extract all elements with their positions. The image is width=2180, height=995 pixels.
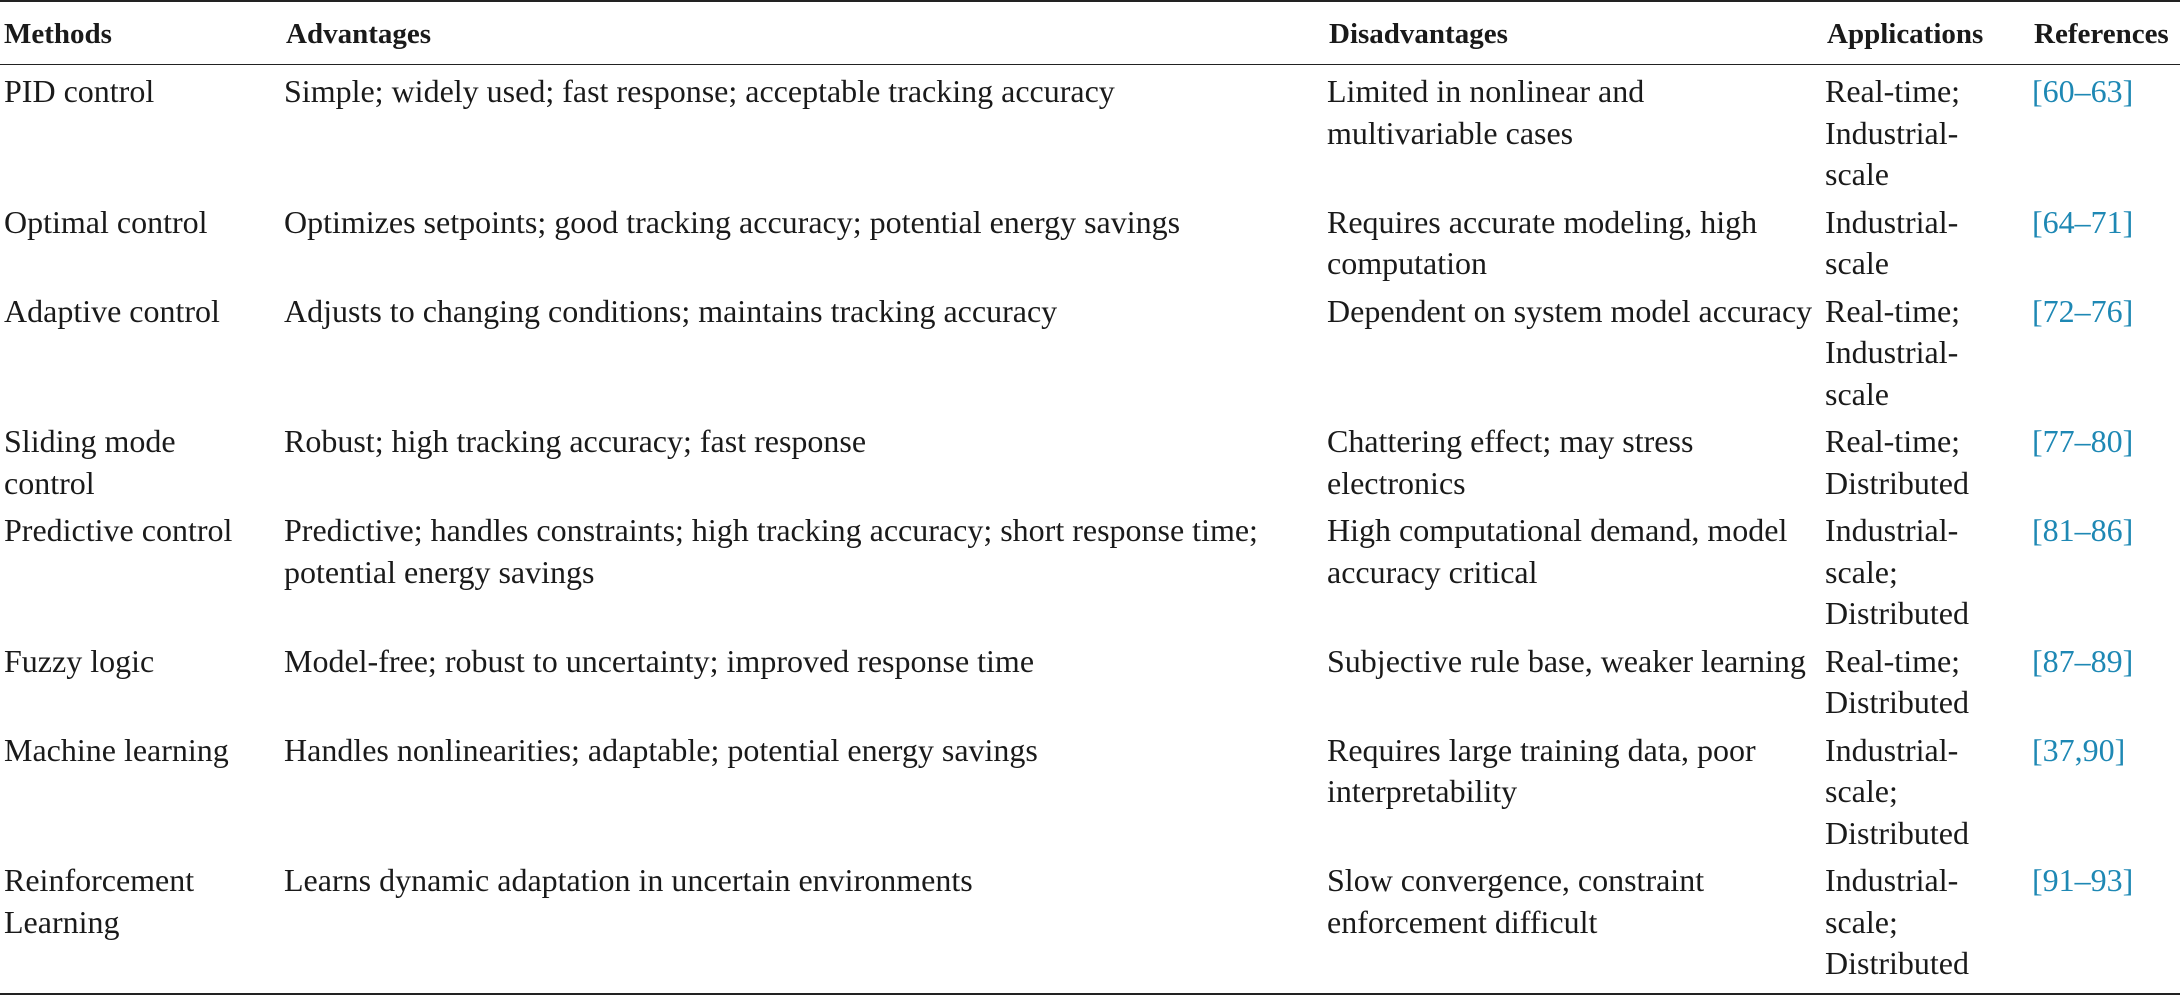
method-cell: Reinforcement Learning bbox=[4, 862, 195, 940]
reference-link[interactable]: [91–93] bbox=[2032, 862, 2134, 898]
table-row bbox=[0, 635, 2180, 724]
reference-link[interactable]: [64–71] bbox=[2032, 203, 2134, 240]
advantages-cell: Handles nonlinearities; adaptable; potential energy savings bbox=[284, 731, 1038, 768]
applications-cell: Real-time; Industrial-scale bbox=[1825, 292, 1961, 412]
applications-cell: Industrial-scale; Distributed bbox=[1825, 731, 1969, 851]
advantages-cell: Robust; high tracking accuracy; fast response bbox=[284, 423, 867, 459]
column-header-advantages: Advantages bbox=[286, 17, 432, 50]
method-cell: Optimal control bbox=[4, 203, 208, 240]
table-row bbox=[0, 65, 2180, 196]
table-row bbox=[0, 854, 2180, 994]
applications-cell: Real-time; Distributed bbox=[1825, 642, 1969, 720]
references-cell bbox=[2028, 635, 2180, 724]
references-cell bbox=[2028, 196, 2180, 285]
reference-link[interactable]: [87–89] bbox=[2032, 642, 2134, 679]
table-row bbox=[0, 196, 2180, 285]
table-row bbox=[0, 285, 2180, 416]
advantages-cell: Adjusts to changing conditions; maintains tracking accuracy bbox=[284, 292, 1058, 329]
references-cell bbox=[2028, 65, 2180, 196]
applications-cell: Industrial-scale; Distributed bbox=[1825, 512, 1969, 631]
method-cell: Fuzzy logic bbox=[4, 642, 155, 679]
reference-link[interactable]: [37,90] bbox=[2032, 731, 2126, 768]
advantages-cell: Simple; widely used; fast response; acceptable tracking accuracy bbox=[284, 73, 1115, 109]
method-cell: Sliding mode control bbox=[4, 423, 176, 501]
column-header-references: References bbox=[2034, 17, 2169, 50]
applications-cell: Real-time; Distributed bbox=[1825, 423, 1969, 501]
table-row bbox=[0, 504, 2180, 635]
references-cell bbox=[2028, 415, 2180, 504]
references-cell bbox=[2028, 724, 2180, 855]
column-header-applications: Applications bbox=[1827, 17, 1984, 50]
applications-cell: Industrial-scale; Distributed bbox=[1825, 862, 1969, 981]
reference-link[interactable]: [60–63] bbox=[2032, 73, 2134, 109]
method-cell: Adaptive control bbox=[4, 292, 220, 329]
applications-cell: Real-time; Industrial-scale bbox=[1825, 73, 1961, 192]
advantages-cell: Model-free; robust to uncertainty; improved response time bbox=[284, 642, 1035, 679]
method-cell: PID control bbox=[4, 73, 155, 109]
table-row bbox=[0, 415, 2180, 504]
applications-cell: Industrial-scale bbox=[1825, 203, 1959, 281]
advantages-cell: Optimizes setpoints; good tracking accuracy; potential energy savings bbox=[284, 203, 1181, 240]
column-header-disadvantages: Disadvantages bbox=[1329, 17, 1508, 50]
reference-link[interactable]: [81–86] bbox=[2032, 512, 2134, 548]
references-cell bbox=[2028, 504, 2180, 635]
table-header bbox=[0, 1, 2180, 65]
method-cell: Machine learning bbox=[4, 731, 229, 768]
advantages-cell: Predictive; handles constraints; high tracking accuracy; short response time; potential energy savings bbox=[284, 512, 1258, 590]
reference-link[interactable]: [72–76] bbox=[2032, 292, 2134, 329]
disadvantages-cell: High computational demand, model accuracy critical bbox=[1327, 512, 1788, 590]
references-cell bbox=[2028, 854, 2180, 994]
table-row bbox=[0, 724, 2180, 855]
disadvantages-cell: Subjective rule base, weaker learning bbox=[1327, 642, 1806, 679]
disadvantages-cell: Dependent on system model accuracy bbox=[1327, 292, 1813, 329]
disadvantages-cell: Requires large training data, poor interpretability bbox=[1327, 731, 1756, 809]
references-cell bbox=[2028, 285, 2180, 416]
header-row bbox=[0, 1, 2180, 65]
column-header-methods: Methods bbox=[4, 17, 112, 50]
method-cell: Predictive control bbox=[4, 512, 233, 548]
disadvantages-cell: Requires accurate modeling, high computation bbox=[1327, 203, 1758, 281]
reference-link[interactable]: [77–80] bbox=[2032, 423, 2134, 459]
disadvantages-cell: Slow convergence, constraint enforcement difficult bbox=[1327, 862, 1705, 940]
disadvantages-cell: Chattering effect; may stress electronics bbox=[1327, 423, 1694, 501]
table-body bbox=[0, 65, 2180, 994]
disadvantages-cell: Limited in nonlinear and multivariable cases bbox=[1327, 73, 1645, 151]
advantages-cell: Learns dynamic adaptation in uncertain environments bbox=[284, 862, 973, 898]
